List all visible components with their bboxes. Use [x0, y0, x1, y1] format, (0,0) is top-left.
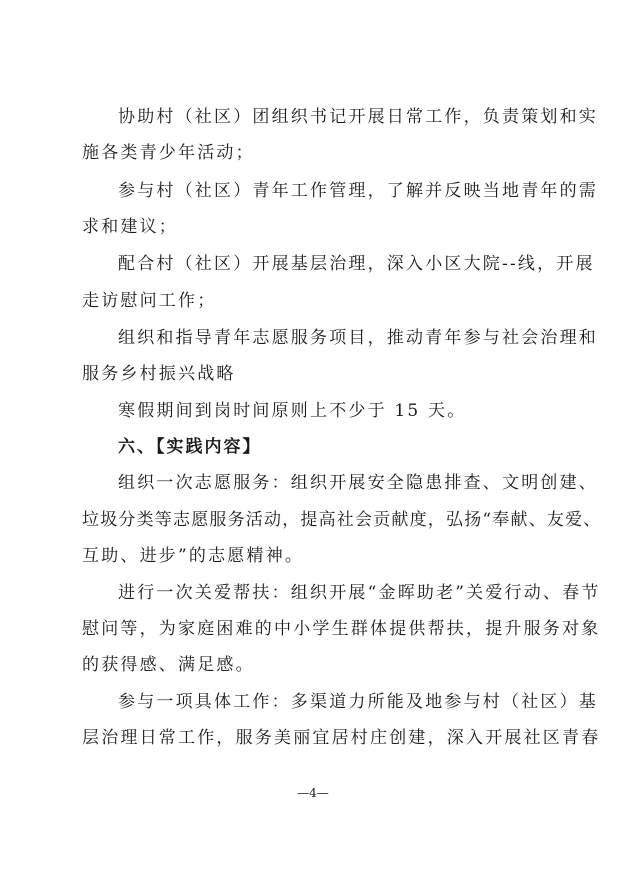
paragraph-4-line-1: 组织和指导青年志愿服务项目，推动青年参与社会治理和 — [118, 328, 598, 348]
page-number: —4— — [297, 786, 329, 800]
paragraph-2-line-2: 求和建议； — [82, 217, 178, 237]
paragraph-2-line-1: 参与村（社区）青年工作管理，了解并反映当地青年的需 — [118, 181, 598, 201]
paragraph-1-line-1: 协助村（社区）团组织书记开展日常工作，负责策划和实 — [118, 107, 598, 127]
section-paragraph-2-line-3: 的获得感、满足感。 — [82, 655, 255, 675]
paragraph-3-line-2: 走访慰问工作； — [82, 291, 217, 311]
paragraph-1-line-2: 施各类青少年活动； — [82, 143, 255, 163]
section-heading: 六、【实践内容】 — [118, 437, 262, 457]
section-paragraph-2-line-1: 进行一次关爱帮扶：组织开展“金晖助老”关爱行动、春节 — [118, 583, 601, 603]
section-paragraph-3-line-1: 参与一项具体工作：多渠道力所能及地参与村（社区）基 — [118, 692, 598, 712]
section-paragraph-1-line-1: 组织一次志愿服务：组织开展安全隐患排查、文明创建、 — [118, 473, 598, 493]
section-paragraph-1-line-2: 垃圾分类等志愿服务活动，提高社会贡献度，弘扬“奉献、友爱、 — [82, 510, 602, 530]
paragraph-4-line-2: 服务乡村振兴战略 — [82, 364, 236, 384]
paragraph-5-line-1: 寒假期间到岗时间原则上不少于 15 天。 — [118, 401, 467, 421]
paragraph-3-line-1: 配合村（社区）开展基层治理，深入小区大院--线，开展 — [118, 254, 595, 274]
section-paragraph-3-line-2: 层治理日常工作，服务美丽宜居村庄创建，深入开展社区青春 — [82, 728, 601, 748]
section-paragraph-2-line-2: 慰问等，为家庭困难的中小学生群体提供帮扶，提升服务对象 — [82, 619, 601, 639]
section-paragraph-1-line-3: 互助、进步”的志愿精神。 — [82, 546, 305, 566]
